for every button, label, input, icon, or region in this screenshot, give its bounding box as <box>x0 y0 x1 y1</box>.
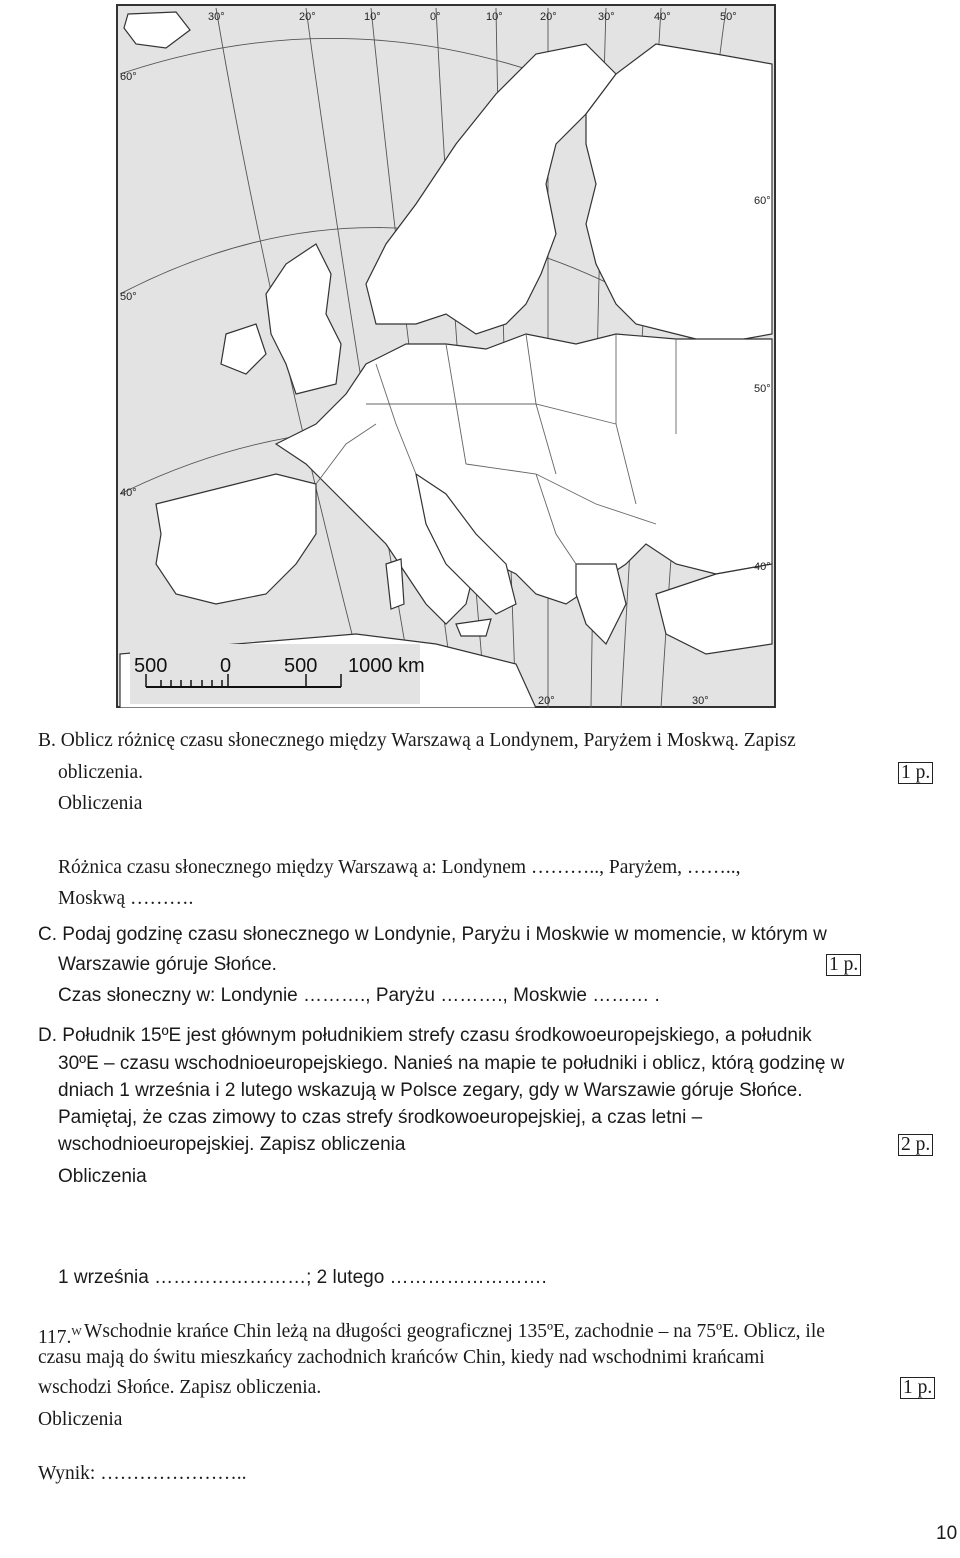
bottom-label: 20° <box>538 695 555 707</box>
scale-label: 500 <box>284 655 318 677</box>
top-label: 0° <box>430 11 441 23</box>
section-d-line1: D. Południk 15ºE jest głównym południkiem strefy czasu środkowoeuropejskiego, a południk <box>38 1025 812 1046</box>
section-d-line3: dniach 1 września i 2 lutego wskazują w Polsce zegary, gdy w Warszawie góruje Słońce. <box>58 1080 803 1101</box>
section-c-answer: Czas słoneczny w: Londynie ………., Paryżu ………., Moskwie ……… . <box>58 985 660 1006</box>
calc-label: Obliczenia <box>38 1409 123 1430</box>
top-label: 10° <box>364 11 381 23</box>
top-label: 10° <box>486 11 503 23</box>
right-label: 50° <box>754 383 771 395</box>
task-marker: W <box>71 1326 82 1338</box>
points-badge: 2 p. <box>898 1133 933 1157</box>
section-d-line4: Pamiętaj, że czas zimowy to czas strefy środkowoeuropejskiej, a czas letni – <box>58 1107 703 1128</box>
points-badge: 1 p. <box>826 953 861 977</box>
top-label: 20° <box>299 11 316 23</box>
task-117-line2: czasu mają do świtu mieszkańcy zachodnich krańców Chin, kiedy nad wschodnimi krańcami <box>38 1347 765 1368</box>
page-number: 10 <box>936 1523 958 1544</box>
top-label: 50° <box>720 11 737 23</box>
right-label: 60° <box>754 195 771 207</box>
section-c-line1: C. Podaj godzinę czasu słonecznego w Londynie, Paryżu i Moskwie w momencie, w którym w <box>38 924 827 945</box>
calc-label: Obliczenia <box>58 793 143 814</box>
section-d-line2: 30ºE – czasu wschodnioeuropejskiego. Nanieś na mapie te południki i oblicz, którą godzinę w <box>58 1053 845 1074</box>
left-label: 60° <box>120 71 137 83</box>
section-b-line2: obliczenia. <box>58 762 143 783</box>
europe-contour-map <box>116 4 776 708</box>
bottom-label: 30° <box>692 695 709 707</box>
result-line: Wynik: ………………….. <box>38 1463 247 1484</box>
task-117-line3: wschodzi Słońce. Zapisz obliczenia. <box>38 1377 322 1398</box>
top-label: 20° <box>540 11 557 23</box>
top-label: 30° <box>598 11 615 23</box>
right-label: 40° <box>754 561 771 573</box>
section-b-line1: B. Oblicz różnicę czasu słonecznego między Warszawą a Londynem, Paryżem i Moskwą. Zapisz <box>38 730 796 751</box>
section-d-line5: wschodnioeuropejskiej. Zapisz obliczenia <box>58 1134 406 1155</box>
scale-label: 500 <box>134 655 168 677</box>
calc-label: Obliczenia <box>58 1166 147 1187</box>
points-badge: 1 p. <box>900 1376 935 1400</box>
points-badge: 1 p. <box>898 761 933 785</box>
scale-label: 0 <box>220 655 232 677</box>
scale-label: 1000 km <box>348 655 425 677</box>
task-117-line1: Wschodnie krańce Chin leżą na długości geograficznej 135ºE, zachodnie – na 75ºE. Oblicz, ile <box>84 1321 825 1342</box>
left-label: 50° <box>120 291 137 303</box>
top-label: 40° <box>654 11 671 23</box>
section-b-answer1: Różnica czasu słonecznego między Warszawą a: Londynem ……….., Paryżem, …….., <box>58 857 741 878</box>
section-d-answer: 1 września ……………………; 2 lutego ……………………. <box>58 1267 547 1288</box>
task-number: 117.$^W$ <box>38 1326 82 1348</box>
section-b-answer2: Moskwą ………. <box>58 888 194 909</box>
left-label: 40° <box>120 487 137 499</box>
top-label: 30° <box>208 11 225 23</box>
section-c-line2: Warszawie góruje Słońce. <box>58 954 277 975</box>
